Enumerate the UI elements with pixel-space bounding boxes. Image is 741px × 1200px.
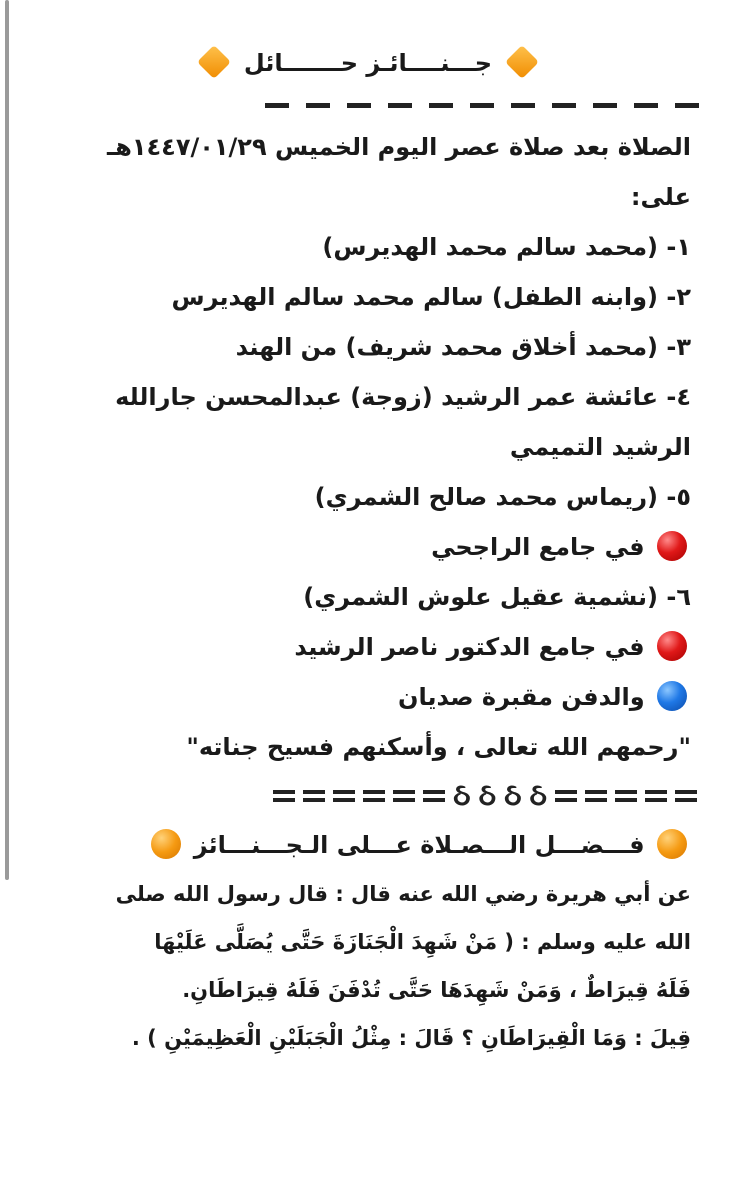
decorative-separator: ઠ ઠ ઠ ઠ <box>45 772 697 820</box>
prayer-time: الصلاة بعد صلاة عصر اليوم الخميس ١٤٤٧/٠١/٢٩هـ <box>107 133 691 161</box>
hadith-line: قِيلَ : وَمَا الْقِيرَاطَانِ ؟ قَالَ : مِثْلُ الْجَبَلَيْنِ الْعَظِيمَيْنِ ) . <box>131 1026 691 1050</box>
deceased-item-continuation: الرشيد التميمي <box>509 433 691 461</box>
scrollbar[interactable] <box>5 0 9 880</box>
blue-circle-icon <box>657 681 687 711</box>
red-circle-icon <box>657 631 687 661</box>
hadith-line: الله عليه وسلم : ( مَنْ شَهِدَ الْجَنَازَةَ حَتَّى يُصَلَّى عَلَيْهَا <box>154 930 691 954</box>
deceased-item: ٣- (محمد أخلاق محمد شريف) من الهند <box>235 333 691 361</box>
deceased-item: ١- (محمد سالم محمد الهديرس) <box>322 233 691 261</box>
mosque-line <box>45 622 691 672</box>
mosque-name: في جامع الدكتور ناصر الرشيد <box>294 633 645 661</box>
burial-line <box>45 672 691 722</box>
hadith-line: عن أبي هريرة رضي الله عنه قال : قال رسول الله صلى <box>115 882 691 906</box>
deceased-item: ٢- (وابنه الطفل) سالم محمد سالم الهديرس <box>171 283 691 311</box>
virtue-heading-line <box>45 820 691 870</box>
mosque-name: في جامع الراجحي <box>431 533 645 561</box>
prayer-for-dead: "رحمهم الله تعالى ، وأسكنهم فسيح جناته" <box>186 733 691 761</box>
burial-place: والدفن مقبرة صديان <box>398 683 645 711</box>
virtue-heading: فـــضـــل الـــصـلاة عـــلى الـجـــنـــائز <box>193 831 645 859</box>
orange-diamond-icon <box>197 45 231 79</box>
on-label: على: <box>630 183 691 211</box>
deceased-item: ٦- (نشمية عقيل علوش الشمري) <box>303 583 691 611</box>
orange-diamond-icon <box>505 45 539 79</box>
mosque-line <box>45 522 691 572</box>
deceased-item: ٤- عائشة عمر الرشيد (زوجة) عبدالمحسن جارالله <box>115 383 691 411</box>
page-title: جـــنــــائـز حـــــــائل <box>243 49 493 77</box>
hadith-line: فَلَهُ قِيرَاطٌ ، وَمَنْ شَهِدَهَا حَتَّى تُدْفَنَ فَلَهُ قِيرَاطَانِ. <box>182 978 691 1002</box>
orange-circle-icon <box>151 829 181 859</box>
title-line <box>45 38 691 88</box>
message-body <box>45 38 691 1062</box>
deceased-item: ٥- (ريماس محمد صالح الشمري) <box>314 483 691 511</box>
dash-divider <box>45 88 699 122</box>
orange-circle-icon <box>657 829 687 859</box>
red-circle-icon <box>657 531 687 561</box>
